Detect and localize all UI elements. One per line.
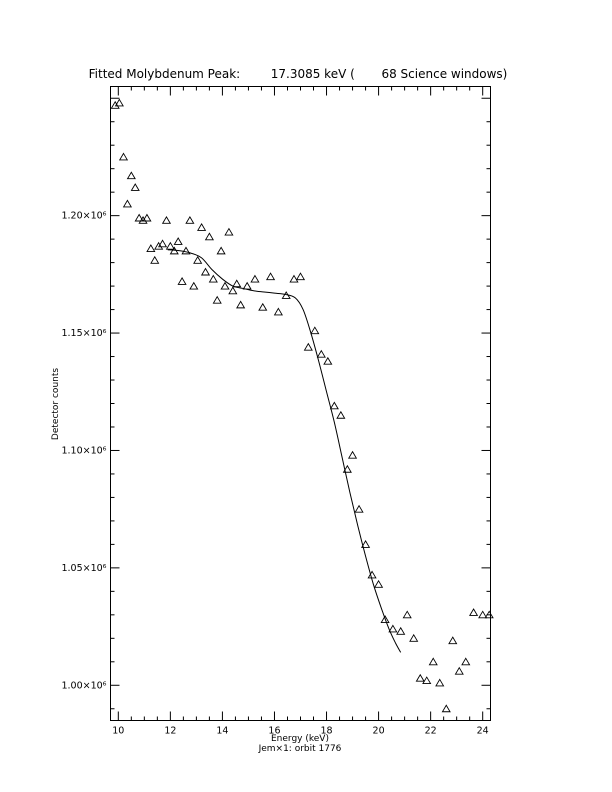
x-tick-label: 16 (268, 725, 281, 737)
y-tick-label: 1.10×10⁶ (61, 445, 107, 457)
data-point-triangle (349, 452, 357, 459)
data-point-triangle (135, 214, 143, 221)
data-point-triangle (237, 301, 245, 308)
x-tick-label: 14 (216, 725, 229, 737)
data-points (111, 99, 493, 711)
data-point-triangle (324, 358, 332, 365)
data-point-triangle (337, 412, 345, 419)
x-axis-label: Energy (keV) (271, 734, 329, 744)
y-tick-label: 1.00×10⁶ (61, 680, 107, 692)
data-point-triangle (397, 628, 405, 635)
data-point-triangle (128, 172, 136, 179)
y-axis-label: Detector counts (51, 367, 61, 441)
axis-ticks (111, 87, 491, 721)
data-point-triangle (190, 283, 198, 290)
data-point-triangle (124, 200, 132, 207)
data-point-triangle (442, 705, 450, 712)
y-tick-label: 1.05×10⁶ (61, 562, 107, 574)
data-point-triangle (449, 637, 457, 644)
data-point-triangle (131, 184, 139, 191)
data-point-triangle (229, 287, 237, 294)
x-tick-label: 22 (424, 725, 437, 737)
x-tick-label: 10 (112, 725, 125, 737)
data-point-triangle (217, 247, 225, 254)
data-point-triangle (213, 297, 221, 304)
data-point-triangle (462, 658, 470, 665)
x-tick-label: 20 (372, 725, 385, 737)
data-point-triangle (225, 229, 233, 236)
data-point-triangle (416, 675, 424, 682)
data-point-triangle (410, 635, 418, 642)
data-point-triangle (243, 283, 251, 290)
data-point-triangle (429, 658, 437, 665)
data-point-triangle (120, 153, 128, 160)
data-point-triangle (233, 280, 241, 287)
data-point-triangle (251, 276, 259, 283)
data-point-triangle (267, 273, 275, 280)
fit-curve (168, 250, 401, 653)
data-point-triangle (198, 224, 206, 231)
x-tick-label: 18 (320, 725, 333, 737)
data-point-triangle (297, 273, 305, 280)
data-point-triangle (305, 344, 313, 351)
data-point-triangle (143, 214, 151, 221)
data-point-triangle (178, 278, 186, 285)
data-point-triangle (375, 581, 383, 588)
data-point-triangle (139, 217, 147, 224)
x-tick-label: 24 (476, 725, 489, 737)
data-point-triangle (470, 609, 478, 616)
data-point-triangle (155, 243, 163, 250)
data-point-triangle (368, 571, 376, 578)
data-point-triangle (290, 276, 298, 283)
data-point-triangle (436, 679, 444, 686)
data-point-triangle (403, 611, 411, 618)
chart-title: Fitted Molybdenum Peak: 17.3085 keV ( 68 Science windows) (88, 67, 508, 81)
data-point-triangle (210, 276, 218, 283)
plot-frame (111, 87, 491, 721)
data-point-triangle (423, 677, 431, 684)
data-point-triangle (355, 506, 363, 513)
data-point-triangle (147, 245, 155, 252)
data-point-triangle (311, 327, 319, 334)
data-point-triangle (206, 233, 214, 240)
data-point-triangle (318, 351, 326, 358)
y-tick-labels (61, 211, 106, 692)
data-point-triangle (174, 238, 182, 245)
data-point-triangle (186, 217, 194, 224)
data-point-triangle (259, 304, 267, 311)
data-point-triangle (167, 243, 175, 250)
y-tick-label: 1.20×10⁶ (61, 210, 107, 222)
data-point-triangle (163, 217, 171, 224)
data-point-triangle (151, 257, 159, 264)
y-tick-label: 1.15×10⁶ (61, 328, 107, 340)
data-point-triangle (194, 257, 202, 264)
x-tick-label: 12 (164, 725, 177, 737)
data-point-triangle (455, 668, 463, 675)
data-point-triangle (331, 402, 339, 409)
data-point-triangle (275, 308, 283, 315)
data-point-triangle (202, 269, 210, 276)
data-point-triangle (159, 240, 167, 247)
orbit-caption: Jem×1: orbit 1776 (258, 744, 342, 754)
data-point-triangle (479, 611, 487, 618)
